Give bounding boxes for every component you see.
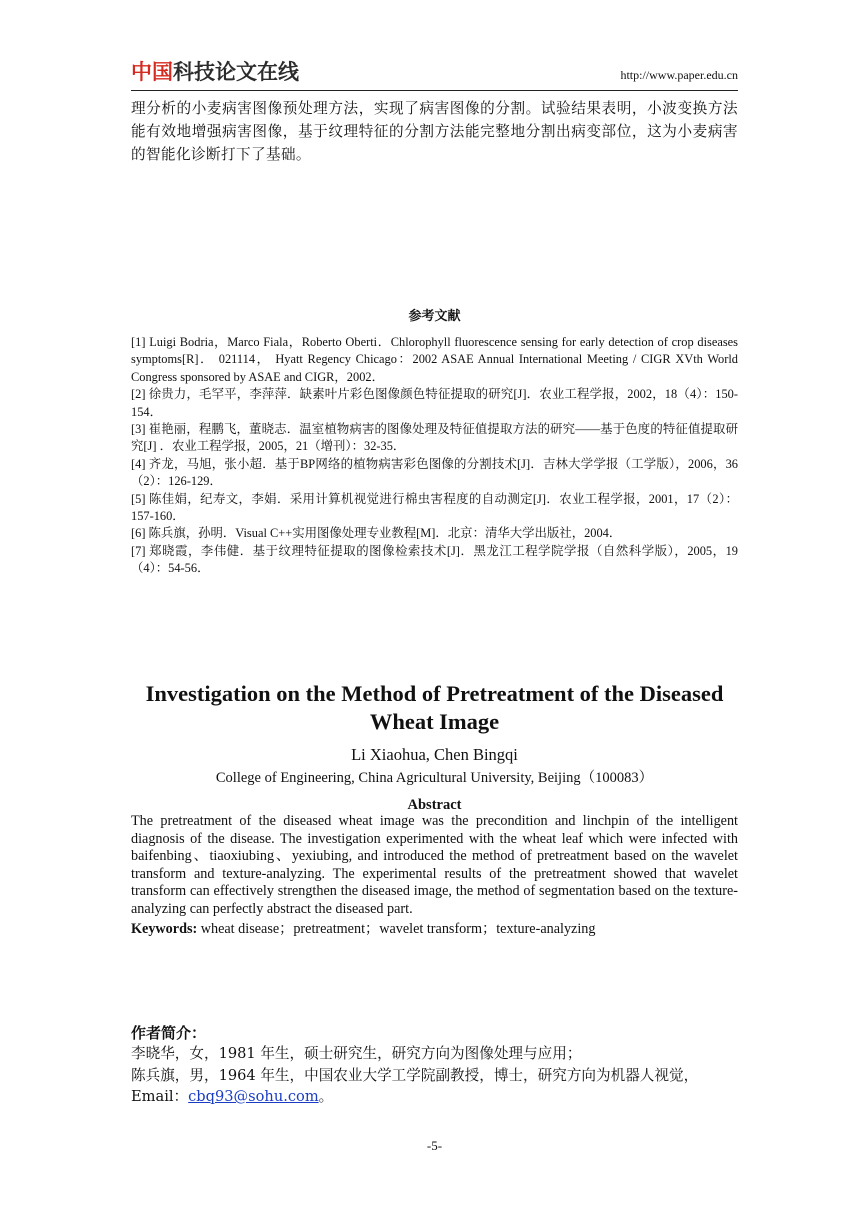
english-affiliation: College of Engineering, China Agricultural University, Beijing（100083） xyxy=(215,770,654,786)
header-url: http://www.paper.edu.cn xyxy=(620,68,738,82)
keywords-text: wheat disease；pretreatment；wavelet transform；texture-analyzing xyxy=(197,921,596,937)
body-paragraph: 理分析的小麦病害图像预处理方法，实现了病害图像的分割。试验结果表明，小波变换方法能有效地增强病害图像，基于纹理特征的分割方法能完整地分割出病变部位，这为小麦病害的智能化诊断打下了基础。 xyxy=(131,100,738,163)
bio-suffix: 。 xyxy=(318,1088,334,1105)
author-bio xyxy=(131,1043,738,1108)
keywords-line xyxy=(131,918,738,938)
reference-item: [1] Luigi Bodria，Marco Fiala，Roberto Oberti．Chlorophyll fluorescence sensing for early detection of crop diseases symptoms[R]． 021114， Hyatt Regency Chicago：2002 ASAE Annual International Meeting / CIGR XVth World Congress sponsored by ASAE and CIGR，2002． xyxy=(131,335,738,384)
bio-line-2-text: 陈兵旗，男，1964 年生，中国农业大学工学院副教授，博士，研究方向为机器人视觉，Email： xyxy=(131,1066,699,1105)
abstract-text: The pretreatment of the diseased wheat image was the precondition and linchpin of the intelligent diagnosis of the disease. The investigation experimented with the wheat leaf which were infected with baifenbing、tiaoxiubing、yexiubing, and introduced the method of pretreatment based on the wavelet transform and texture-analyzing. The experimental results of the pretreatment showed that wavelet transform can effectively strengthen the diseased image, the method of segmentation based on the texture- analyzing can perfectly abstract the diseased part. xyxy=(131,813,738,917)
site-logo xyxy=(131,58,299,86)
page-number: -5- xyxy=(426,1138,443,1153)
header-divider xyxy=(131,90,738,91)
logo-red-text: 中国 xyxy=(131,60,173,84)
abstract-heading: Abstract xyxy=(407,797,462,813)
reference-item: [4] 齐龙，马旭，张小超．基于BP网络的植物病害彩色图像的分割技术[J]．吉林大学学报（工学版），2006，36（2）：126-129． xyxy=(131,456,738,489)
page-header xyxy=(131,58,738,90)
email-link[interactable]: cbq93@sohu.com xyxy=(188,1088,319,1105)
reference-item: [5] 陈佳娟，纪寿文，李娟．采用计算机视觉进行棉虫害程度的自动测定[J]．农业工程学报，2001，17（2）：157-160． xyxy=(131,491,738,524)
english-authors: Li Xiaohua, Chen Bingqi xyxy=(351,745,518,764)
bio-line-2 xyxy=(131,1065,738,1108)
reference-item: [2] 徐贵力，毛罕平，李萍萍．缺素叶片彩色图像颜色特征提取的研究[J]．农业工程学报，2002，18（4）：150-154． xyxy=(131,387,738,419)
reference-item: [6] 陈兵旗，孙明．Visual C++实用图像处理专业教程[M]．北京：清华大学出版社，2004． xyxy=(131,526,622,541)
reference-item: [3] 崔艳丽，程鹏飞，董晓志．温室植物病害的图像处理及特征值提取方法的研究——基于色度的特征值提取研究[J] ．农业工程学报，2005，21（增刊）：32-35． xyxy=(131,422,738,454)
logo-dark-text: 科技论文在线 xyxy=(173,60,299,84)
bio-line-1: 李晓华，女，1981 年生，硕士研究生，研究方向为图像处理与应用； xyxy=(131,1045,582,1062)
references-list xyxy=(131,334,738,578)
references-title: 参考文献 xyxy=(408,309,461,324)
english-title: Investigation on the Method of Pretreatment of the Diseased Wheat Image xyxy=(145,681,724,734)
author-bio-title: 作者简介： xyxy=(131,1024,207,1042)
keywords-label: Keywords: xyxy=(131,921,198,937)
reference-item: [7] 郑晓霞，李伟健．基于纹理特征提取的图像检索技术[J]．黑龙江工程学院学报（自然科学版），2005，19（4）：54-56． xyxy=(131,543,738,576)
